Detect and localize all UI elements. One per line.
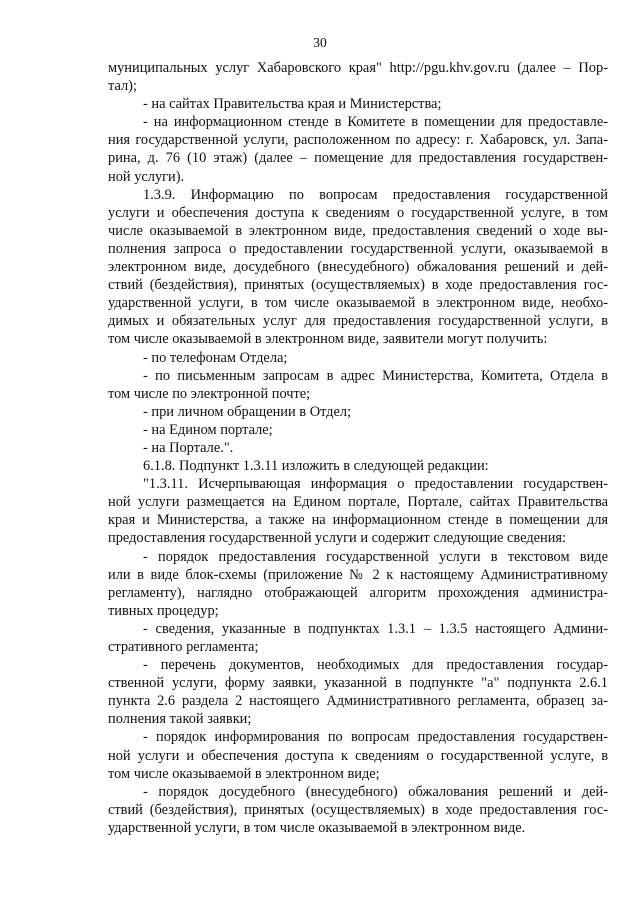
text-line: тал); [108,78,137,95]
text-line: - порядок досудебного (внесудебного) обжалования решений и дей- [143,783,608,800]
text-line: - по телефонам Отдела; [143,349,288,366]
text-line: ударственной услуги, в том числе оказываемой в электронном виде. [108,819,526,836]
text-line: числе оказываемой в электронном виде, предоставления сведений о ходе вы- [108,222,608,239]
text-line: тивных процедур; [108,602,219,619]
text-line: димых и обязательных услуг для предоставления государственной услуги, в [108,313,608,330]
document-body [108,59,608,837]
text-line: края и Министерства, а также на информационном стенде в помещении для [108,512,608,529]
text-line: пункта 2.6 раздела 2 настоящего Административного регламента, образец за- [108,693,608,710]
text-line: 1.3.9. Информацию по вопросам предоставления государственной [143,186,608,203]
text-line: - при личном обращении в Отдел; [143,403,352,420]
text-line: муниципальных услуг Хабаровского края" http://pgu.khv.gov.ru (далее – Пор- [108,60,608,76]
text-line: полнения такой заявки; [108,711,252,728]
text-line: услуги и обеспечения доступа к сведениям о государственной услуге, в том [108,204,608,221]
text-line: - сведения, указанные в подпунктах 1.3.1 – 1.3.5 настоящего Админи- [143,620,608,637]
text-line: - на информационном стенде в Комитете в помещении для предоставле- [143,114,608,131]
text-line: электронном виде, досудебного (внесудебного) обжалования решений и дей- [108,259,608,276]
text-line: ной услуги размещается на Едином портале, Портале, сайтах Правительства [108,494,608,511]
text-line: стративного регламента; [108,639,259,655]
text-line: или в виде блок-схемы (приложение № 2 к настоящему Административному [108,566,608,583]
text-line: регламенту), наглядно отображающей алгоритм прохождения администра- [108,584,608,601]
text-line: том числе оказываемой в электронном виде; [108,765,380,782]
page-number: 30 [313,35,327,50]
text-line: - перечень документов, необходимых для предоставления государ- [143,657,608,674]
text-line: ния государственной услуги, расположенном по адресу: г. Хабаровск, ул. Запа- [108,132,608,149]
text-line: - на Едином портале; [143,421,273,438]
text-line: ствий (бездействия), принятых (осуществляемых) в ходе предоставления гос- [108,277,608,294]
text-line: ственной услуги, форму заявки, указанной в подпункте "а" подпункта 2.6.1 [108,675,608,692]
text-line: - на Портале.". [143,439,234,456]
text-line: полнения запроса о предоставлении государственной услуги, оказываемой в [108,240,608,257]
text-line: ной услуги и обеспечения доступа к сведениям о государственной услуге, в [108,747,608,764]
text-line: том числе по электронной почте; [108,385,311,402]
text-line: 6.1.8. Подпункт 1.3.11 изложить в следующей редакции: [143,458,489,475]
text-line: "1.3.11. Исчерпывающая информация о предоставлении государствен- [143,476,608,493]
text-line: рина, д. 76 (10 этаж) (далее – помещение для предоставления государствен- [108,150,608,167]
text-line: том числе оказываемой в электронном виде, заявители могут получить: [108,331,548,348]
text-line: ной услуги). [108,168,185,185]
text-line: ударственной услуги, в том числе оказываемой в электронном виде, необхо- [108,295,608,312]
text-line: - порядок информирования по вопросам предоставления государствен- [143,729,608,746]
text-line: - на сайтах Правительства края и Министерства; [143,96,442,113]
text-line: - по письменным запросам в адрес Министерства, Комитета, Отдела в [143,367,608,384]
text-line: ствий (бездействия), принятых (осуществляемых) в ходе предоставления гос- [108,801,608,818]
text-line: - порядок предоставления государственной услуги в текстовом виде [143,548,608,565]
text-line: предоставления государственной услуги и содержит следующие сведения: [108,530,567,547]
